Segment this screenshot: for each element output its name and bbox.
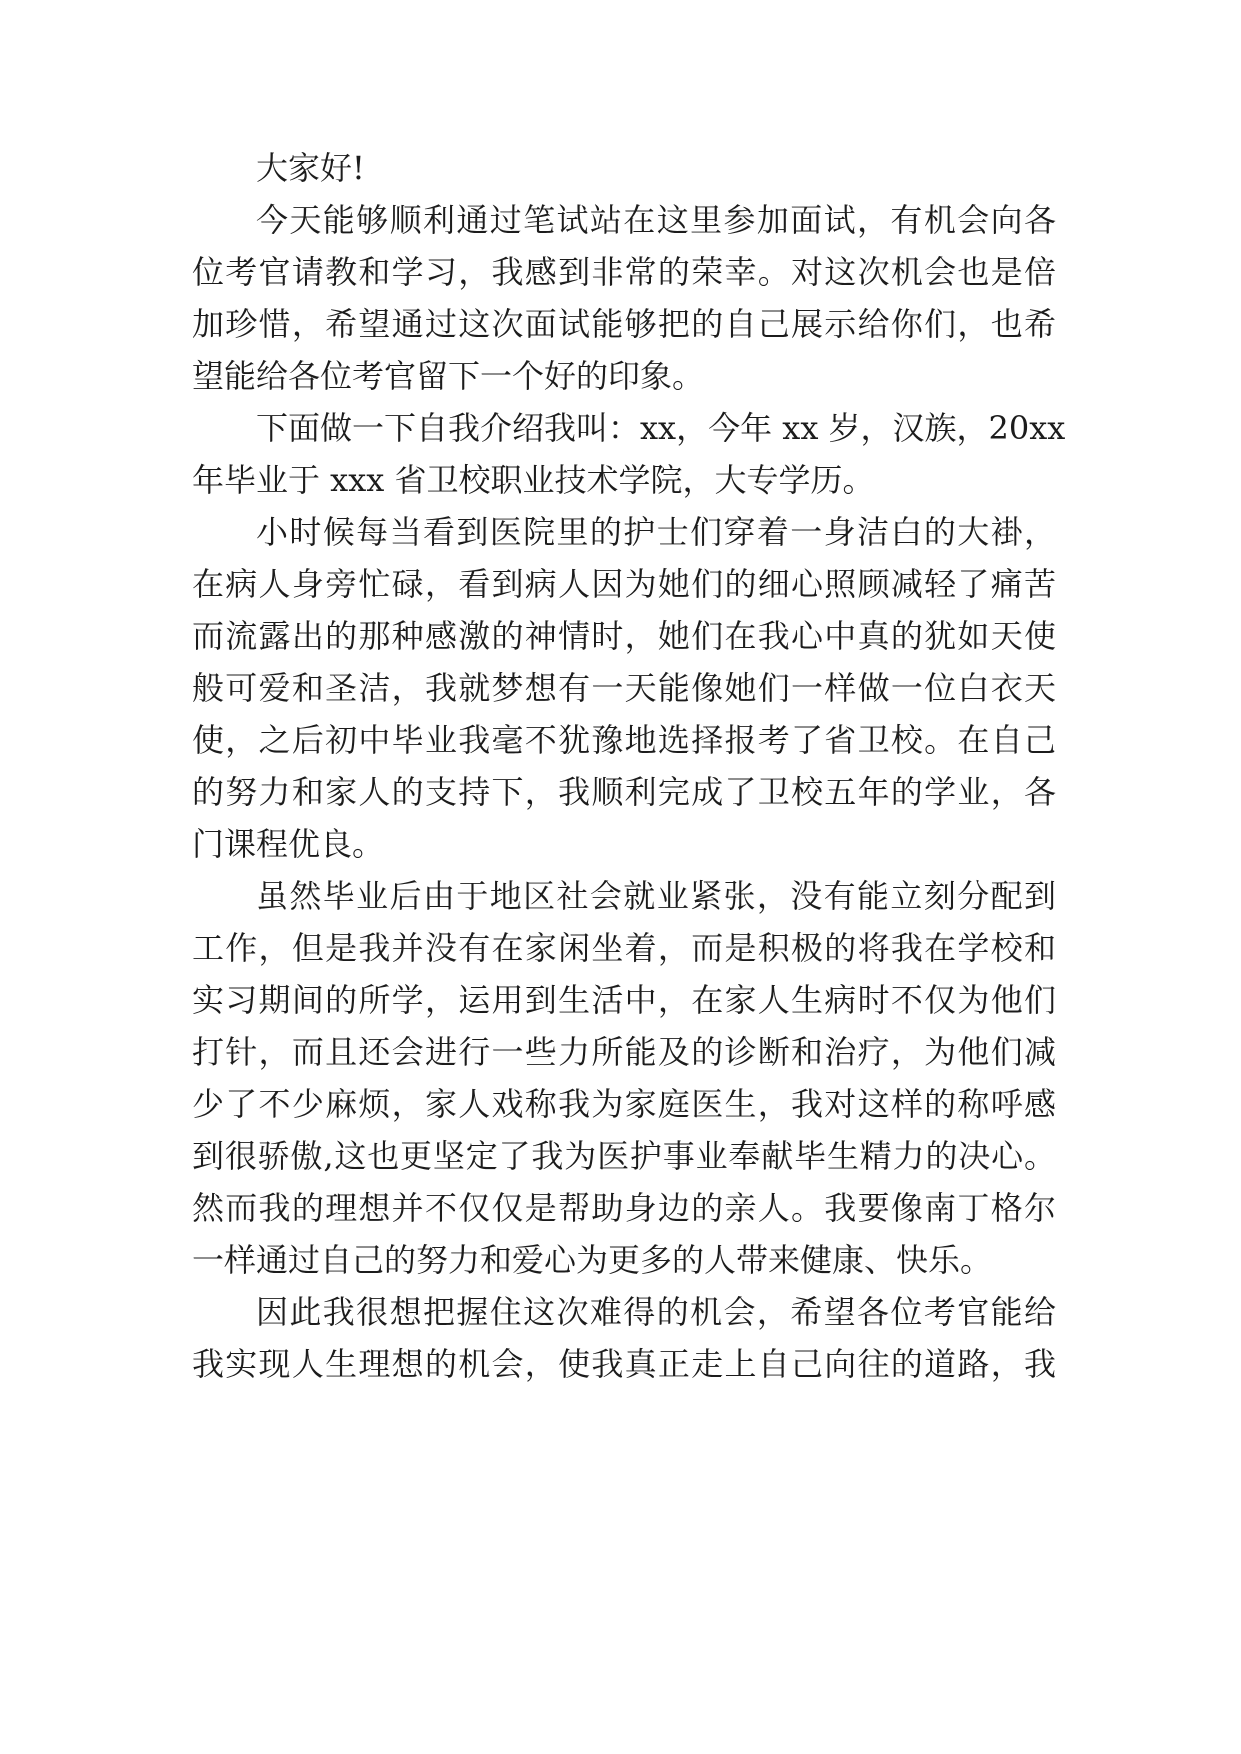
paragraph-line: 望能给各位考官留下一个好的印象。 (192, 357, 705, 395)
paragraph-line: 我实现人生理想的机会，使我真正走上自己向往的道路，我 (192, 1345, 1056, 1383)
greeting-line: 大家好! (256, 149, 365, 187)
paragraph-line: 小时候每当看到医院里的护士们穿着一身洁白的大褂， (256, 513, 1056, 551)
paragraph-line: 少了不少麻烦，家人戏称我为家庭医生，我对这样的称呼感 (192, 1085, 1056, 1123)
paragraph-line: 使，之后初中毕业我毫不犹豫地选择报考了省卫校。在自己 (192, 721, 1056, 759)
paragraph-line: 实习期间的所学，运用到生活中，在家人生病时不仅为他们 (192, 981, 1056, 1019)
paragraph-line: 年毕业于 xxx 省卫校职业技术学院，大专学历。 (192, 461, 875, 499)
paragraph-line: 打针，而且还会进行一些力所能及的诊断和治疗，为他们减 (192, 1033, 1056, 1071)
paragraph-line: 的努力和家人的支持下，我顺利完成了卫校五年的学业，各 (192, 773, 1056, 811)
paragraph-line: 般可爱和圣洁，我就梦想有一天能像她们一样做一位白衣天 (192, 669, 1056, 707)
paragraph-line: 下面做一下自我介绍我叫：xx，今年 xx 岁，汉族，20xx (256, 409, 1066, 447)
paragraph-line: 今天能够顺利通过笔试站在这里参加面试，有机会向各 (256, 201, 1056, 239)
paragraph-line: 虽然毕业后由于地区社会就业紧张，没有能立刻分配到 (256, 877, 1056, 915)
paragraph-line: 而流露出的那种感激的神情时，她们在我心中真的犹如天使 (192, 617, 1056, 655)
paragraph-line: 因此我很想把握住这次难得的机会，希望各位考官能给 (256, 1293, 1056, 1331)
paragraph-line: 到很骄傲,这也更坚定了我为医护事业奉献毕生精力的决心。 (192, 1137, 1056, 1175)
paragraph-line: 一样通过自己的努力和爱心为更多的人带来健康、快乐。 (192, 1241, 993, 1279)
paragraph-line: 在病人身旁忙碌，看到病人因为她们的细心照顾减轻了痛苦 (192, 565, 1056, 603)
paragraph-line: 工作，但是我并没有在家闲坐着，而是积极的将我在学校和 (192, 929, 1056, 967)
paragraph-line: 加珍惜，希望通过这次面试能够把的自己展示给你们，也希 (192, 305, 1056, 343)
paragraph-line: 门课程优良。 (192, 825, 385, 863)
paragraph-line: 然而我的理想并不仅仅是帮助身边的亲人。我要像南丁格尔 (192, 1189, 1056, 1227)
paragraph-line: 位考官请教和学习，我感到非常的荣幸。对这次机会也是倍 (192, 253, 1056, 291)
